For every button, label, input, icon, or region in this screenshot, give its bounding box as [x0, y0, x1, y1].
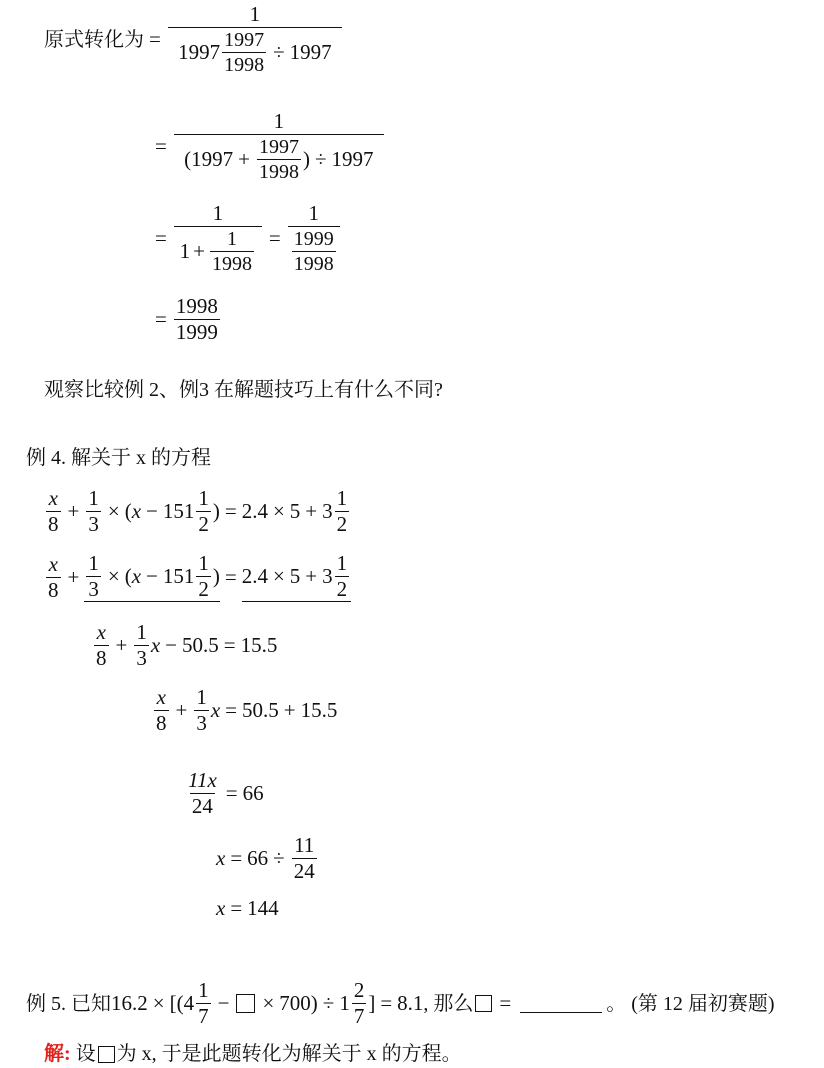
- underlined-group-right: 2.4 × 5 + 3 $\frac{1}{2}$: [242, 553, 351, 602]
- equation-line-1: $\frac{x}{8}$ + $\frac{1}{3}$ × ( x − 151 $\frac{1}{2}$ ) = 2.4 × 5 + 3 $\frac{1}{2}$: [48, 486, 348, 536]
- fraction-1997-1998: $\frac{1997}{1998}$: [259, 136, 299, 183]
- example4-title: 例 4. 解关于 x 的方程: [26, 447, 211, 469]
- problem-source: (第 12 届初赛题): [631, 992, 775, 1015]
- derivation-line-3: = 1 1 + $\frac{1}{1998}$ = $\frac{1}{\frac{1999}{1998}}$: [150, 203, 342, 274]
- equals-sign: =: [149, 27, 161, 51]
- derivation-line-4: = $\frac{1998}{1999}$: [155, 294, 218, 344]
- derivation-line-1: [44, 4, 344, 75]
- underlined-group-left: $\frac{1}{3}$ × ( x − 151 $\frac{1}{2}$ ): [84, 553, 220, 602]
- main-fraction-2: 1 ( 1997 + $\frac{1997}{1998}$ ) ÷ 1997: [174, 111, 384, 182]
- mixed-fraction-1997-1998: $\frac{1997}{1998}$: [224, 29, 265, 76]
- blank-square-icon: [475, 995, 492, 1012]
- result-fraction: $\frac{1998}{1999}$: [175, 294, 218, 344]
- main-fraction-1: 1 1997 $\frac{1997}{1998}$ ÷ 1997: [168, 4, 342, 75]
- solution-line: 解: 设 为 x, 于是此题转化为解关于 x 的方程。: [44, 1043, 462, 1065]
- equation-line-2-underlined: $\frac{x}{8}$ + $\frac{1}{3}$ × ( x − 151 $\frac{1}{2}$ ) = 2.4 × 5 + 3 $\frac{1}{2}$: [44, 553, 351, 602]
- example5-line: 例 5. 已知 16.2 × [( 4 $\frac{1}{7}$ − × 700) ÷ 1 $\frac{2}{7}$ ] = 8.1 , 那么 = 。 (第 12 届初赛题): [26, 978, 775, 1028]
- equation-line-7: x = 144: [216, 896, 279, 920]
- equation-line-3: $\frac{x}{8}$ + $\frac{1}{3}$ x − 50.5 = 15.5: [96, 620, 278, 670]
- equation-line-5: $\frac{11x}{24}$ = 66: [188, 768, 264, 818]
- prefix-text: 原式转化为: [44, 28, 144, 51]
- blank-square-icon: [98, 1046, 115, 1063]
- comparison-question: 观察比较例 2、例3 在解题技巧上有什么不同?: [44, 379, 443, 401]
- fraction-1-over-1999-1998: $\frac{1}{\frac{1999}{1998}}$: [288, 203, 340, 274]
- equation-line-6: x = 66 ÷ $\frac{11}{24}$: [216, 833, 315, 883]
- answer-blank-line: [520, 994, 602, 1013]
- solution-label: 解:: [44, 1043, 71, 1065]
- blank-square-icon: [236, 994, 255, 1013]
- fraction-1-over-1-plus: 1 1 + $\frac{1}{1998}$: [174, 203, 262, 274]
- example5-label: 例 5. 已知: [26, 992, 111, 1015]
- equation-line-4: $\frac{x}{8}$ + $\frac{1}{3}$ x = 50.5 + 15.5: [156, 685, 338, 735]
- derivation-line-2: = 1 ( 1997 + $\frac{1997}{1998}$ ) ÷ 1997: [150, 111, 386, 182]
